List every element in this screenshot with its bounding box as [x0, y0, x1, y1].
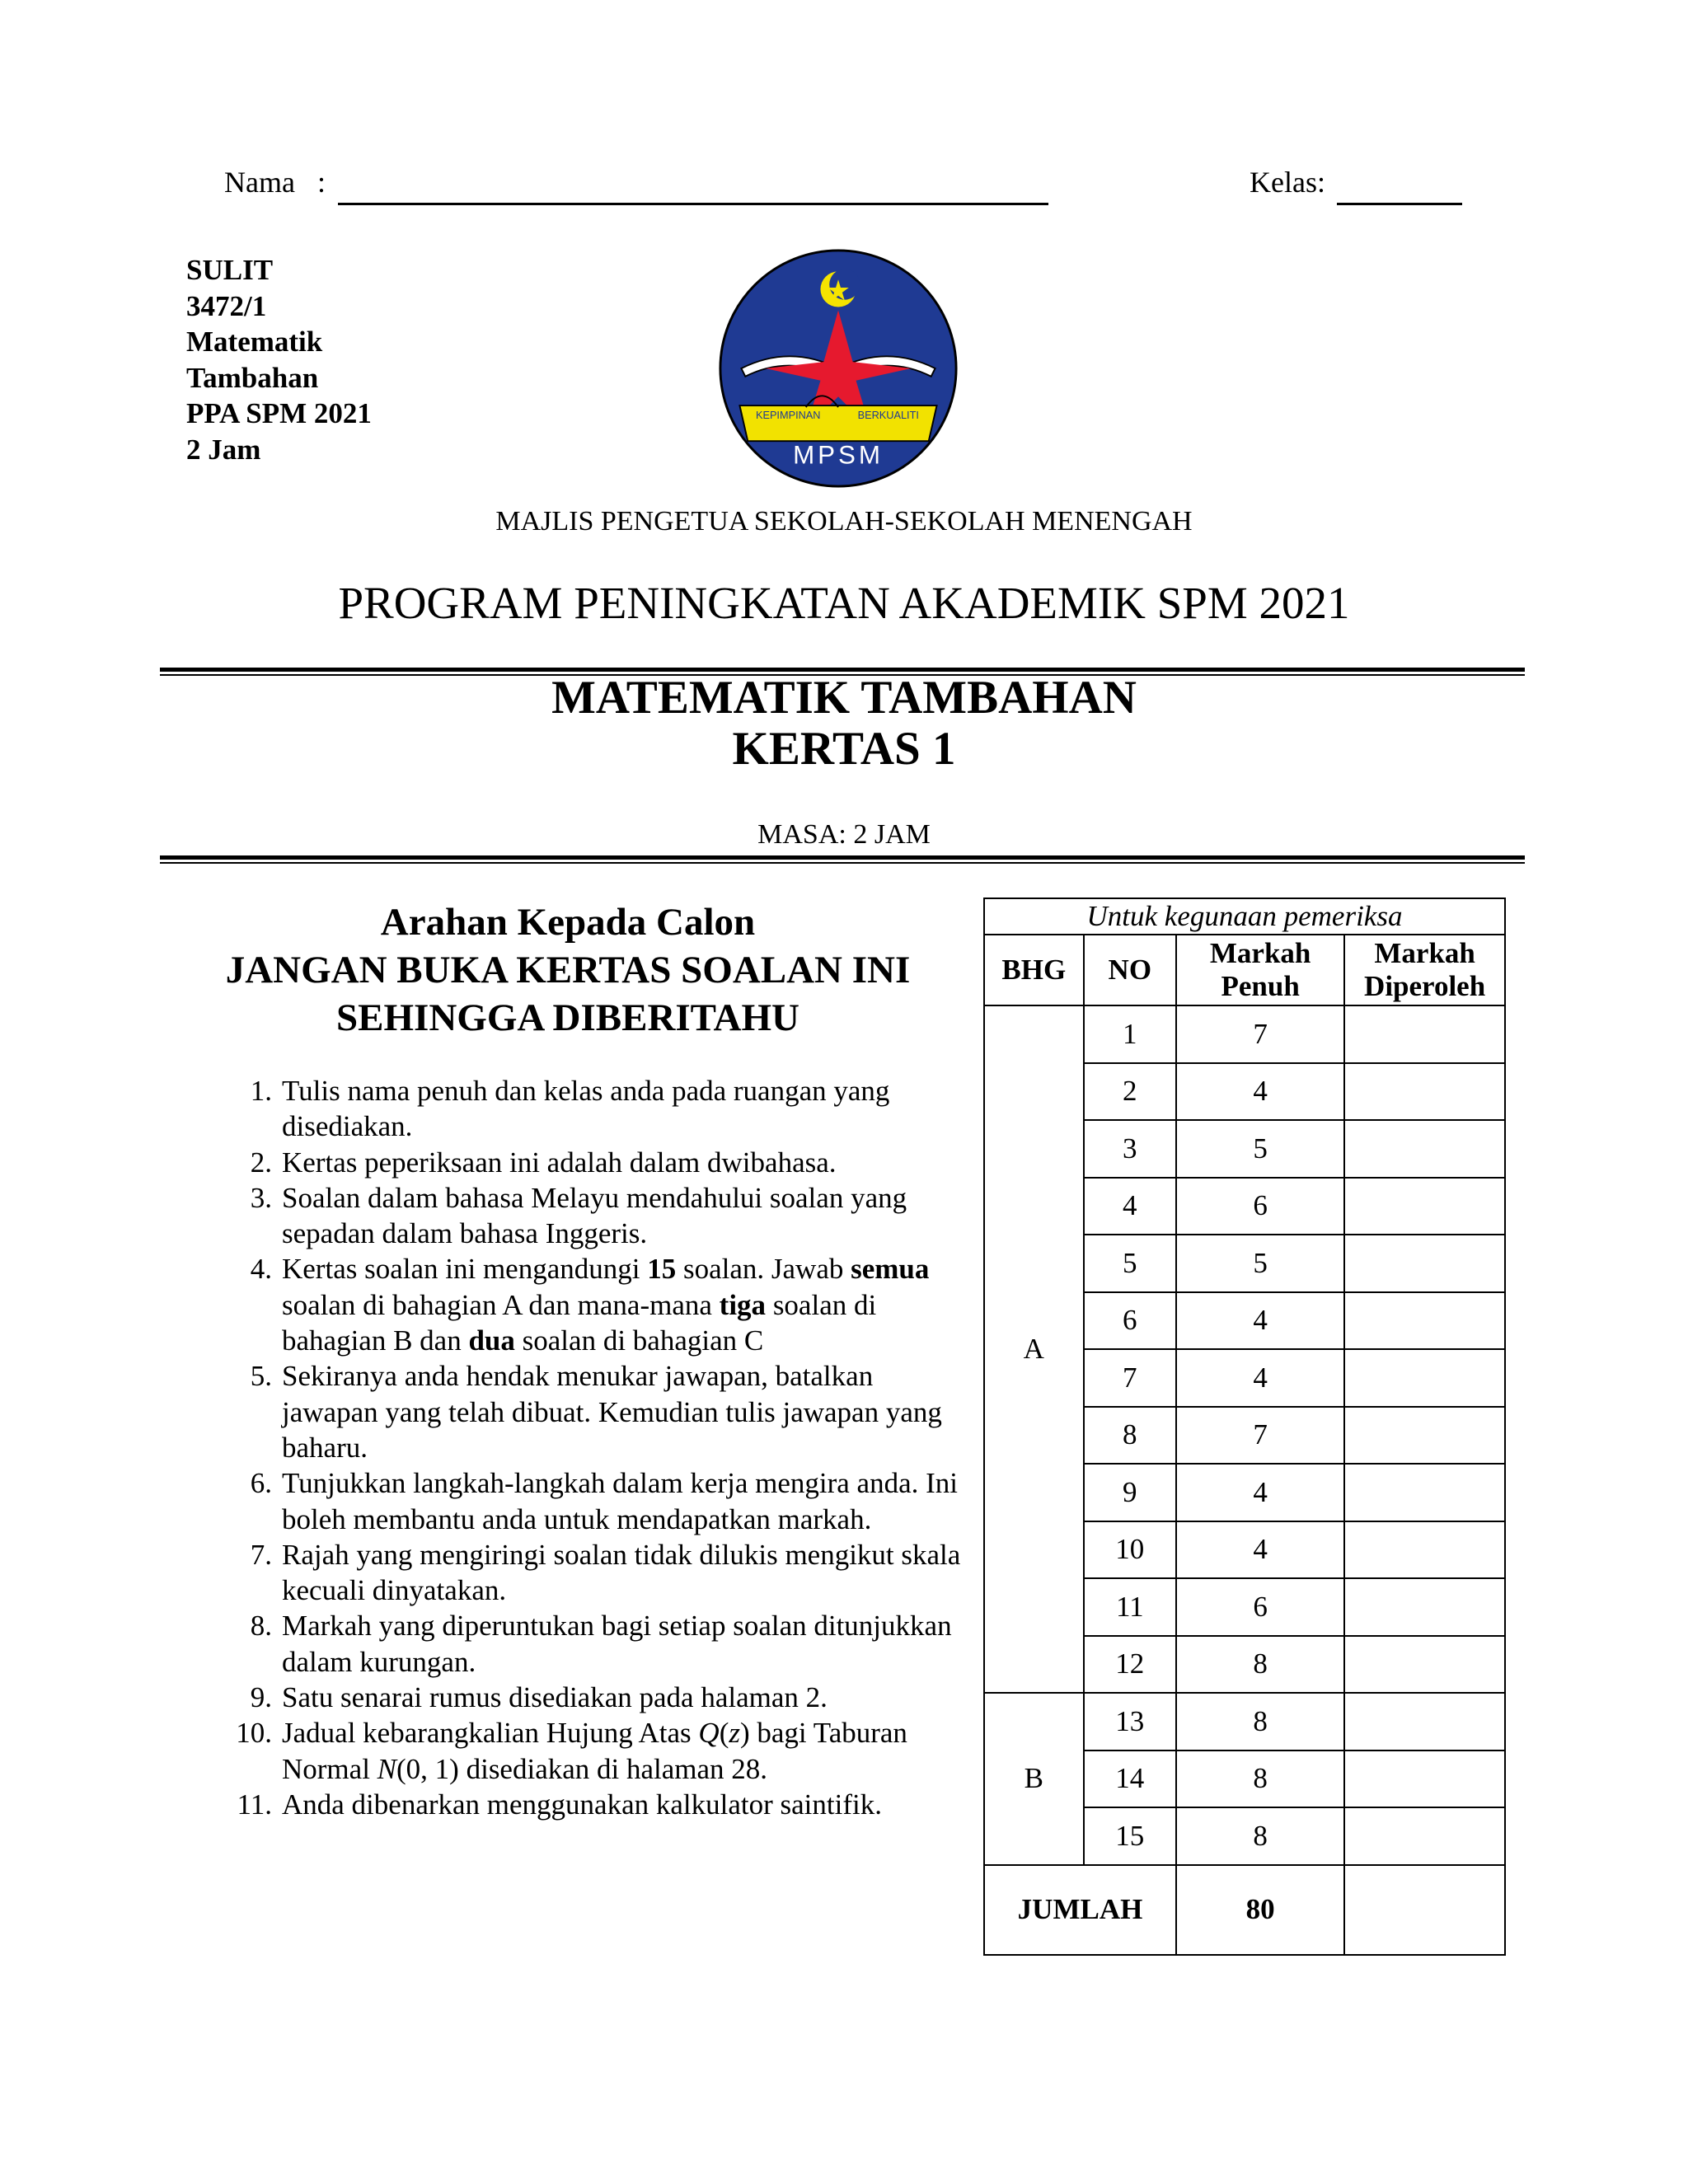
question-number: 12: [1084, 1636, 1176, 1694]
total-row: [984, 1865, 1505, 1955]
instruction-text: [282, 1608, 974, 1680]
instruction-text: [282, 1680, 974, 1715]
question-number: 13: [1084, 1693, 1176, 1750]
instruction-item: [216, 1608, 974, 1680]
obtained-marks-cell[interactable]: [1344, 1807, 1505, 1865]
instruction-number: 1.: [250, 1075, 272, 1107]
header-section: BHG: [984, 935, 1084, 1005]
full-marks: 8: [1176, 1750, 1344, 1808]
instruction-number: 2.: [250, 1146, 272, 1179]
instruction-text-part: (0, 1) disediakan di halaman 28.: [396, 1752, 768, 1785]
instructions-heading-1: Arahan Kepada Calon: [380, 901, 756, 944]
obtained-marks-cell[interactable]: [1344, 1349, 1505, 1407]
paper-subject-1: Matematik: [186, 326, 323, 358]
divider-bottom: [160, 855, 1525, 860]
full-marks: 4: [1176, 1063, 1344, 1121]
subject-line-1: MATEMATIK TAMBAHAN: [551, 672, 1137, 724]
question-number: 11: [1084, 1578, 1176, 1636]
instruction-item: [216, 1537, 974, 1609]
instruction-text: [282, 1251, 974, 1358]
council-name: MAJLIS PENGETUA SEKOLAH-SEKOLAH MENENGAH: [495, 506, 1193, 537]
instruction-number: 9.: [250, 1681, 272, 1714]
instruction-text-part: Anda dibenarkan menggunakan kalkulator saintifik.: [282, 1788, 882, 1821]
instruction-text-part: soalan di bahagian A dan mana-mana: [282, 1288, 720, 1321]
obtained-marks-cell[interactable]: [1344, 1292, 1505, 1350]
paper-info: [186, 252, 372, 467]
instruction-text-part: Kertas soalan ini mengandungi: [282, 1253, 648, 1286]
obtained-marks-cell[interactable]: [1344, 1235, 1505, 1292]
instruction-text-part: Markah yang diperuntukan bagi setiap soalan ditunjukkan dalam kurungan.: [282, 1610, 952, 1678]
instruction-text-part: Kertas peperiksaan ini adalah dalam dwibahasa.: [282, 1146, 837, 1179]
full-marks: 8: [1176, 1807, 1344, 1865]
exam-duration: MASA: 2 JAM: [757, 819, 931, 850]
instruction-text-part: Q: [698, 1717, 720, 1750]
full-marks: 5: [1176, 1235, 1344, 1292]
paper-code: 3472/1: [186, 289, 267, 322]
paper-subject-2: Tambahan: [186, 361, 319, 394]
instruction-text-part: Soalan dalam bahasa Melayu mendahului soalan yang sepadan dalam bahasa Inggeris.: [282, 1181, 907, 1250]
obtained-marks-cell[interactable]: [1344, 1120, 1505, 1178]
question-number: 2: [1084, 1063, 1176, 1121]
instruction-text: [282, 1358, 974, 1465]
instruction-number: 6.: [250, 1467, 272, 1500]
question-number: 8: [1084, 1407, 1176, 1465]
instruction-text-part: z: [729, 1717, 740, 1750]
instruction-text-part: Sekiranya anda hendak menukar jawapan, batalkan jawapan yang telah dibuat. Kemudian tulis jawapan yang baharu.: [282, 1360, 942, 1464]
instruction-text-part: 15: [647, 1253, 677, 1286]
obtained-marks-cell[interactable]: [1344, 1636, 1505, 1694]
logo-ribbon-left: KEPIMPINAN: [755, 408, 821, 421]
instructions-heading: [185, 898, 951, 1042]
obtained-marks-cell[interactable]: [1344, 1578, 1505, 1636]
question-number: 3: [1084, 1120, 1176, 1178]
instruction-number: 5.: [250, 1360, 272, 1393]
instruction-number: 4.: [250, 1253, 272, 1286]
marks-table: [983, 898, 1506, 1956]
question-number: 15: [1084, 1807, 1176, 1865]
full-marks: 8: [1176, 1693, 1344, 1750]
section-label: A: [984, 1005, 1084, 1693]
instruction-item: [216, 1465, 974, 1537]
name-field[interactable]: [338, 203, 1048, 205]
subject-line-2: KERTAS 1: [732, 723, 956, 775]
obtained-marks-cell[interactable]: [1344, 1005, 1505, 1063]
question-number: 5: [1084, 1235, 1176, 1292]
mpsm-logo: [717, 247, 959, 490]
instruction-text-part: Satu senarai rumus disediakan pada halaman 2.: [282, 1681, 828, 1714]
obtained-marks-cell[interactable]: [1344, 1464, 1505, 1521]
total-value: 80: [1176, 1865, 1344, 1955]
obtained-marks-cell[interactable]: [1344, 1750, 1505, 1808]
instruction-item: [216, 1145, 974, 1180]
program-title: PROGRAM PENINGKATAN AKADEMIK SPM 2021: [338, 578, 1350, 628]
class-field[interactable]: [1337, 203, 1462, 205]
paper-duration: 2 Jam: [186, 433, 261, 466]
full-marks: 4: [1176, 1521, 1344, 1579]
header-obtained-marks: Markah Diperoleh: [1344, 935, 1505, 1005]
header-no: NO: [1084, 935, 1176, 1005]
full-marks: 7: [1176, 1407, 1344, 1465]
logo-ribbon-right: BERKUALITI: [857, 408, 919, 421]
marks-row: [984, 1693, 1505, 1750]
instruction-text-part: soalan di bahagian C: [514, 1324, 764, 1357]
total-label: JUMLAH: [984, 1865, 1176, 1955]
obtained-marks-cell[interactable]: [1344, 1693, 1505, 1750]
instructions-list: [216, 1073, 974, 1822]
instruction-text-part: soalan di bahagian B dan: [282, 1288, 877, 1357]
instruction-text-part: ) bagi Taburan Normal: [282, 1717, 907, 1785]
full-marks: 6: [1176, 1178, 1344, 1235]
class-label: Kelas:: [1250, 166, 1325, 199]
logo-acronym: MPSM: [793, 440, 884, 470]
question-number: 7: [1084, 1349, 1176, 1407]
instruction-text: [282, 1145, 974, 1180]
instruction-item: [216, 1180, 974, 1252]
marks-table-caption: Untuk kegunaan pemeriksa: [984, 898, 1505, 935]
full-marks: 4: [1176, 1349, 1344, 1407]
instruction-text-part: N: [377, 1752, 397, 1785]
instruction-item: [216, 1787, 974, 1822]
obtained-marks-cell[interactable]: [1344, 1178, 1505, 1235]
instruction-number: 8.: [250, 1610, 272, 1643]
instruction-text-part: tiga: [719, 1288, 767, 1321]
instruction-text-part: soalan. Jawab: [676, 1253, 851, 1286]
full-marks: 4: [1176, 1464, 1344, 1521]
total-obtained-cell[interactable]: [1344, 1865, 1505, 1955]
obtained-marks-cell[interactable]: [1344, 1407, 1505, 1465]
instruction-number: 3.: [250, 1181, 272, 1214]
instruction-item: [216, 1715, 974, 1787]
full-marks: 8: [1176, 1636, 1344, 1694]
paper-classification: SULIT: [186, 254, 274, 286]
full-marks: 7: [1176, 1005, 1344, 1063]
question-number: 14: [1084, 1750, 1176, 1808]
instruction-item: [216, 1251, 974, 1358]
instruction-text: [282, 1537, 974, 1609]
question-number: 1: [1084, 1005, 1176, 1063]
name-label: Nama :: [224, 166, 326, 199]
full-marks: 6: [1176, 1578, 1344, 1636]
instruction-number: 7.: [250, 1538, 272, 1571]
instructions-heading-2: JANGAN BUKA KERTAS SOALAN INI: [225, 949, 911, 991]
marks-row: [984, 1005, 1505, 1063]
instruction-text-part: Jadual kebarangkalian Hujung Atas: [282, 1717, 699, 1750]
instruction-text-part: Tunjukkan langkah-langkah dalam kerja mengira anda. Ini boleh membantu anda untuk mendapatkan markah.: [282, 1467, 958, 1535]
full-marks: 5: [1176, 1120, 1344, 1178]
instruction-text-part: semua: [851, 1253, 930, 1286]
instruction-item: [216, 1680, 974, 1715]
instruction-text-part: Rajah yang mengiringi soalan tidak dilukis mengikut skala kecuali dinyatakan.: [282, 1538, 961, 1607]
instructions-heading-3: SEHINGGA DIBERITAHU: [336, 996, 799, 1039]
instruction-text-part: Tulis nama penuh dan kelas anda pada ruangan yang disediakan.: [282, 1075, 890, 1143]
instruction-item: [216, 1073, 974, 1145]
instruction-number: 10.: [236, 1717, 272, 1750]
instruction-text-part: (: [719, 1717, 729, 1750]
question-number: 6: [1084, 1292, 1176, 1350]
paper-exam: PPA SPM 2021: [186, 397, 372, 429]
instruction-text: [282, 1715, 974, 1787]
section-label: B: [984, 1693, 1084, 1865]
obtained-marks-cell[interactable]: [1344, 1063, 1505, 1121]
header-full-marks: Markah Penuh: [1176, 935, 1344, 1005]
instruction-text: [282, 1787, 974, 1822]
full-marks: 4: [1176, 1292, 1344, 1350]
instruction-text: [282, 1073, 974, 1145]
instruction-text: [282, 1180, 974, 1252]
instruction-text: [282, 1465, 974, 1537]
divider-bottom-thin: [160, 862, 1525, 864]
obtained-marks-cell[interactable]: [1344, 1521, 1505, 1579]
instruction-text-part: dua: [468, 1324, 515, 1357]
question-number: 9: [1084, 1464, 1176, 1521]
question-number: 10: [1084, 1521, 1176, 1579]
subject-title: [0, 673, 1688, 775]
instruction-item: [216, 1358, 974, 1465]
instruction-number: 11.: [237, 1788, 272, 1821]
question-number: 4: [1084, 1178, 1176, 1235]
